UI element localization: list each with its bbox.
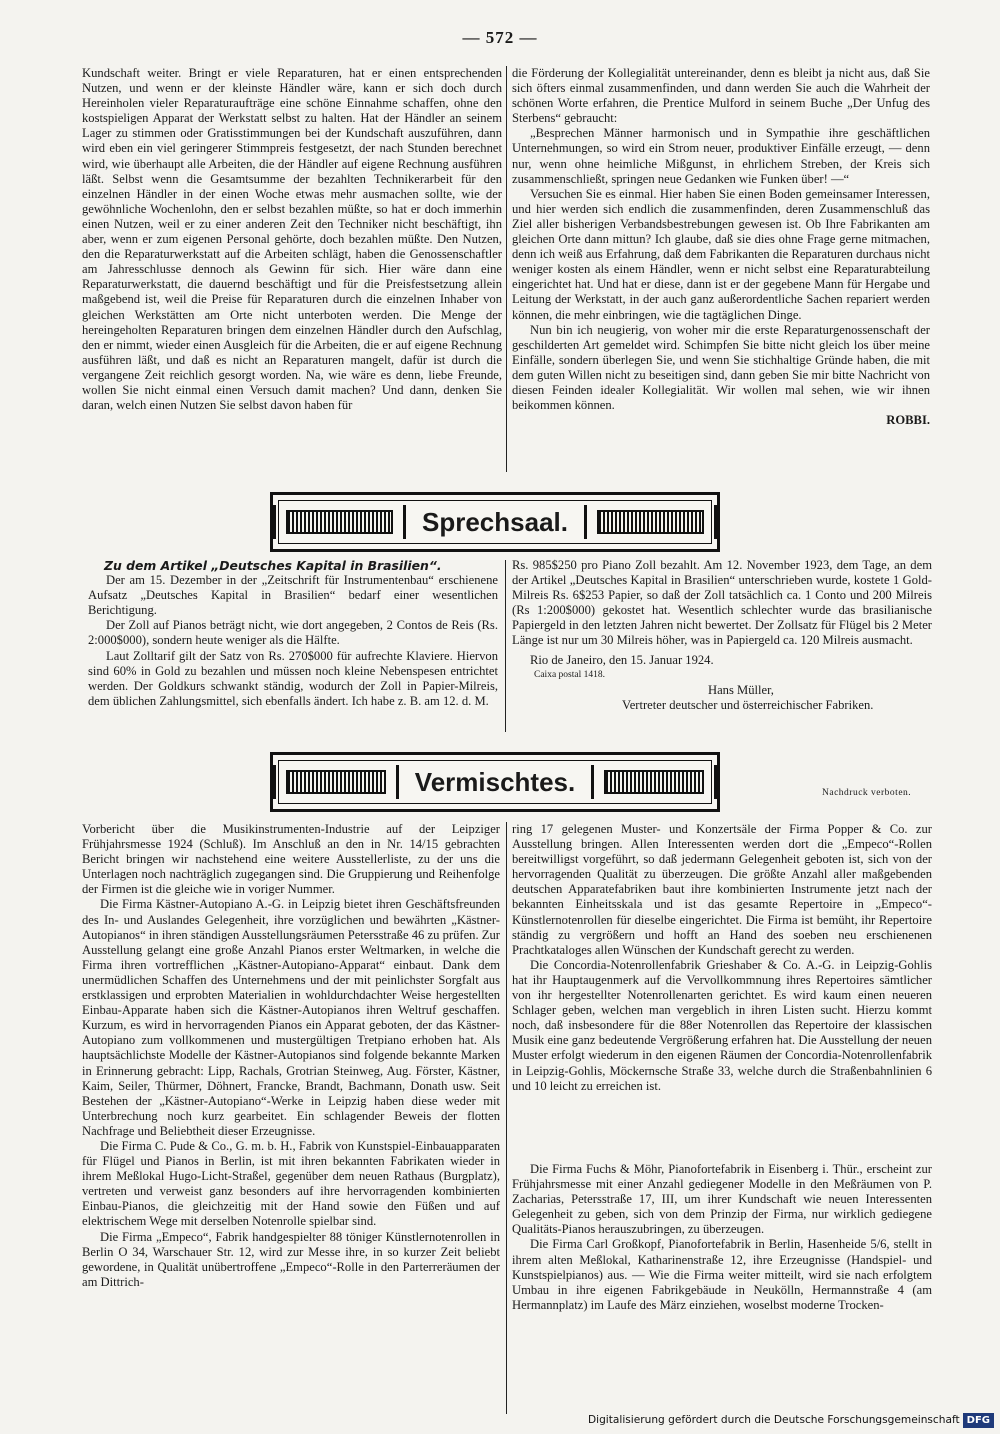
postbox: Caixa postal 1418. xyxy=(534,669,605,680)
article-heading: Zu dem Artikel „Deutsches Kapital in Brasilien“. xyxy=(104,558,442,573)
paragraph: Der am 15. Dezember in der „Zeitschrift für Instrumentenbau“ erschienene Aufsatz „Deutsches Kapital in Brasilien“ bedarf einer wesentlichen Berichtigung. xyxy=(88,573,498,618)
reprint-note: Nachdruck verboten. xyxy=(822,788,912,798)
ornament-bar xyxy=(591,765,594,799)
column-divider xyxy=(505,560,506,732)
paragraph: Der Zoll auf Pianos beträgt nicht, wie dort angegeben, 2 Contos de Reis (Rs. 2:000$000), sondern heute weniger als die Hälfte. xyxy=(88,618,498,648)
place-date: Rio de Janeiro, den 15. Januar 1924. xyxy=(530,652,714,667)
paragraph: Die Concordia-Notenrollenfabrik Grieshaber & Co. A.-G. in Leipzig-Gohlis hat ihr Hauptaugenmerk auf die Vervollkommnung ihres Repertoires sämtlicher von ihr hergestellter Notenrollenarten gerichtet. Es wird kaum einen neueren Schlager geben, welchen man vergeblich in ihren Listen sucht. Hierzu kommt noch, daß insbesondere für die 88er Notenrollen das Repertoire der klassischen Musik eine ganz bedeutende Vergrößerung erfahren hat. Die Ausstellung der neuen Muster erfolgt wiederum in den eigenen Räumen der Concordia-Notenrollenfabrik in Leipzig-Gohlis, Möckernsche Straße 33, welche durch die Straßenbahnlinien 6 und 10 leicht zu erreichen ist. xyxy=(512,957,932,1093)
vermischtes-right-column-top xyxy=(512,822,932,1094)
paragraph: Nun bin ich neugierig, von woher mir die erste Reparaturgenossenschaft der geschilderten Art gemeldet wird. Schimpfen Sie bitte nicht gleich los über meine Einfälle, sondern überlegen Sie, und wenn Sie stichhaltige Gründe haben, die mit dem guten Willen nicht zu beseitigen sind, dann geben Sie mir bitte Nachricht von diesen Feinden idealer Kollegialität. Wir wollen mal sehen, wie wir ihnen beikommen können. xyxy=(512,322,930,413)
top-left-column xyxy=(82,66,502,413)
paragraph: Kundschaft weiter. Bringt er viele Reparaturen, hat er einen entsprechenden Nutzen, und wenn er der kleinste Händler wäre, kann er sich doch durch Hereinholen vieler Reparaturaufträge eine schöne Einnahme schaffen, ohne den kostspieligen Apparat der Werkstatt selbst zu halten. Hat der Händler an seinem Lager zu stimmen oder Gratisstimmungen bei der Kundschaft auszuführen, dann wird eben ein viel geringerer Stimmpreis festgesetzt, der nach Stunden berechnet wird, wie überhaupt alle Arbeiten, die der Händler auf eigene Rechnung ausführen läßt. Selbst wenn die Gesamtsumme der bezahlten Technikerarbeit für den einzelnen Händler in der einen Woche etwas mehr ausmachen sollte, wie der gewöhnliche Wochenlohn, den er selbst bezahlen müßte, so hat er doch immerhin einen Nutzen, weil er zu einer anderen Zeit den Techniker nicht beschäftigt, ihn aber, wenn er zum eigenen Personal gehörte, doch bezahlen müßte. Den Nutzen, den die Reparaturwerkstatt auf die Arbeiten schlägt, haben die Genossenschaftler am Jahresschlusse dennoch als Gewinn für sich. Hier wäre dann eine Reparaturwerkstatt, die dauernd beschäftigt und für die Preisfestsetzung allein maßgebend ist, weil die Preise für Reparaturen durch die einzelnen Inhaber von gleichen Werkstätten am Orte nicht unterboten werden. Die Menge der hereingeholten Reparaturen bringen dem einzelnen Händler durch den Aufschlag, den er nimmt, wieder einen Ausgleich für die Arbeiten, die er auf eigene Rechnung ausführen läßt, und daß es nicht an Reparaturen mangelt, dafür ist durch die vergangene Zeit reichlich gesorgt worden. Na, wie wäre es denn, liebe Freunde, wollen Sie nicht einmal einen Versuch damit machen? Und dann, denken Sie daran, welch einen Nutzen Sie selbst davon haben für xyxy=(82,66,502,413)
paragraph: Versuchen Sie es einmal. Hier haben Sie einen Boden gemeinsamer Interessen, und hier werden sich endlich die zusammenfinden, deren Zusammenschluß das Ziel aller bisherigen Verbandsbestrebungen gewesen ist. Ob Ihre Fabrikanten am gleichen Orte dann mittun? Ich glaube, daß sie dies ohne Frage gerne mitmachen, denn ich weiß aus Erfahrung, daß dem Fabrikanten die Reparaturen durchaus nicht weniger kosten als einem Händler, wenn er nicht selbst eine Reparaturabteilung eingerichtet hat. Und hat er diese, dann ist er der gegebene Mann für Hergabe und Leitung der Werkstatt, in der auch ganz außerordentliche Sachen repariert werden können, die mehr einbringen, wie die tagtäglichen Dinge. xyxy=(512,186,930,322)
paragraph: die Förderung der Kollegialität untereinander, denn es bleibt ja nicht aus, daß Sie sich öfters einmal zusammenfinden, und dann werden Sie auch die Wahrheit der schönen Worte erfahren, die Prentice Mulford in seinem Buche „Der Unfug des Sterbens“ gebraucht: xyxy=(512,66,930,126)
top-right-column xyxy=(512,66,930,428)
ornament-bar xyxy=(396,765,399,799)
paragraph: Rs. 985$250 pro Piano Zoll bezahlt. Am 12. November 1923, dem Tage, an dem der Artikel „Deutsches Kapital in Brasilien“ unterschrieben wurde, kostete 1 Gold-Milreis Rs. 6$253 Papier, so daß der Zoll tatsächlich ca. 1 Conto und 200 Milreis (Rs 1:200$000) gekostet hat. Wesentlich schlechter wurde das brasilianische Papiergeld in den letzten Jahren nicht bewertet. Der Zollsatz für Flügel bis 2 Meter Länge ist nur um 30 Milreis höher, was in Papiergeld ca. 120 Milreis ausmacht. xyxy=(512,558,932,648)
section-title: Vermischtes. xyxy=(414,766,576,797)
paragraph: Die Firma Fuchs & Möhr, Pianofortefabrik in Eisenberg i. Thür., erscheint zur Frühjahrsmesse mit einer Anzahl gediegener Modelle in den Meßräumen von P. Zacharias, Petersstraße 17, III, um ihrer Kundschaft wie neuen Interessenten Gelegenheit zu geben, sich von dem Prinzip der Firma, nur wirklich gediegene Qualitäts-Pianos herauszubringen, zu überzeugen. xyxy=(512,1162,932,1237)
paragraph: Die Firma Carl Großkopf, Pianofortefabrik in Berlin, Hasenheide 5/6, stellt in ihrem alten Meßlokal, Katharinenstraße 12, ihre Erzeugnisse (Handspiel- und Kunstspielpianos) aus. — Wie die Firma weiter mitteilt, wird sie nach erfolgtem Umbau in ihre eigenen Fabrikgebäude in Neukölln, Hermannstraße 4 (am Hermannplatz) im Laufe des März einziehen, woselbst moderne Trocken- xyxy=(512,1237,932,1312)
page-number: — 572 — xyxy=(462,28,538,47)
section-title: Sprechsaal. xyxy=(422,506,568,537)
ornament-hatch xyxy=(286,770,386,794)
author-title: Vertreter deutscher und österreichischer Fabriken. xyxy=(622,697,874,712)
sprechsaal-right-column xyxy=(512,558,932,713)
paragraph: ring 17 gelegenen Muster- und Konzertsäle der Firma Popper & Co. zur Ausstellung bringen. Allen Interessenten werden dort die „Empeco“-Rollen bereitwilligst vorgeführt, so daß jedermann Gelegenheit geboten ist, sich von der hervorragenden Qualität zu überzeugen. Die größte Anzahl aller maßgebenden deutschen Apparatefabriken baut ihre kombinierten Instrumente jetzt nach der bekannten Einheitsskala und ist das gesamte Repertoire in „Empeco“-Künstlernotenrollen für dieselbe eingerichtet. Die Firma ist bemüht, ihr Repertoire ständig zu vergrößern und hofft an Hand des soeben neu erschienenen Prachtkataloges allen Wünschen der Kundschaft gerecht zu werden. xyxy=(512,822,932,957)
column-divider xyxy=(506,66,507,472)
ornament-hatch xyxy=(597,510,704,534)
ornament-bar xyxy=(714,765,717,799)
dfg-logo-icon: DFG xyxy=(963,1413,994,1428)
quote-paragraph: „Besprechen Männer harmonisch und in Sympathie ihre geschäftlichen Unternehmungen, so wird ein Strom neuer, produktiver Einfälle erzeugt, — denn nur, wenn ohne heimliche Mißgunst, in ehrlichem Streben, der Kreis sich zusammenschließt, springen neue Gedanken wie Funken über! —“ xyxy=(512,126,930,186)
vermischtes-left-column xyxy=(82,822,500,1290)
footer-text: Digitalisierung gefördert durch die Deutsche Forschungsgemeinschaft xyxy=(587,1414,960,1426)
paragraph: Die Firma „Empeco“, Fabrik handgespielter 88 töniger Künstlernotenrollen in Berlin O 34, Warschauer Str. 12, wird zur Messe ihre, in so kurzer Zeit beliebt gewordene, in Qualität unübertroffene „Empeco“-Rolle in den Parterreräumen der am Dittrich- xyxy=(82,1229,500,1289)
ornament-bar xyxy=(403,505,406,539)
vermischtes-right-column-bottom xyxy=(512,1162,932,1313)
sprechsaal-left-column xyxy=(88,558,498,709)
ornament-bar xyxy=(584,505,587,539)
author-name: Hans Müller, xyxy=(708,682,774,697)
ornament-hatch xyxy=(286,510,393,534)
paragraph: Laut Zolltarif gilt der Satz von Rs. 270$000 für aufrechte Klaviere. Hiervon sind 60% in Gold zu bezahlen und müssen noch kleine Nebenspesen entrichtet werden. Der Goldkurs schwankt ständig, wodurch der Zoll in Papier-Milreis, dem üblichen Zahlungsmittel, sich ebenfalls ändert. Ich habe z. B. am 12. d. M. xyxy=(88,648,498,708)
ornament-bar xyxy=(273,765,276,799)
section-banner-vermischtes xyxy=(270,752,720,812)
section-banner-sprechsaal xyxy=(270,492,720,552)
column-divider xyxy=(506,822,507,1414)
ornament-bar xyxy=(273,505,276,539)
signature: ROBBI. xyxy=(886,413,930,428)
paragraph: Die Firma Kästner-Autopiano A.-G. in Leipzig bietet ihren Geschäftsfreunden des In- und Auslandes Gelegenheit, ihre vorzüglichen und bewährten „Kästner-Autopianos“ in ihren ständigen Ausstellungsräumen Petersstraße 46 zu prüfen. Zur Ausstellung gelangt eine große Anzahl Pianos erster Weltmarken, in welche die Firma ihren vortrefflichen „Kästner-Autopiano-Apparat“ einbaut. Dank dem unermüdlichen Schaffen des Unternehmens und der mit peinlichster Sorgfalt aus erstklassigen und erprobten Materialien in wohldurchdachter Weise hergestellten Einbau-Apparate haben sich die Kästner-Autopianos ihren Weltruf geschaffen. Kurzum, es wird in hervorragenden Pianos ein Apparat geboten, der das Kästner-Autopiano zum vollkommenen und mustergültigen Tretpiano erhoben hat. Als hauptsächlichste Modelle der Kästner-Autopianos sind folgende bekannte Marken in Erinnerung gebracht: Lipp, Rachals, Grotrian Steinweg, Aug. Förster, Kästner, Kaim, Seiler, Thürmer, Döhnert, Francke, Brandt, Bachmann, Donath usw. Seit Bestehen der „Kästner-Autopiano“-Werke in Leipzig haben diese weder mit Unterbrechung noch kurz gearbeitet. Ein schlagender Beweis der flotten Nachfrage und Beliebtheit dieser Erzeugnisse. xyxy=(82,897,500,1138)
ornament-bar xyxy=(714,505,717,539)
paragraph: Die Firma C. Pude & Co., G. m. b. H., Fabrik von Kunstspiel-Einbauapparaten für Flügel und Pianos in Berlin, ist mit ihren bekannten Fabrikaten wieder in ihrem Meßlokal Hugo-Licht-Straßel, gegenüber dem neuen Rathaus (Burgplatz), vertreten und verweist ganz besonders auf ihre hervorragenden kombinierten Einbau-Pianos, die gleichzeitig mit der Hand sowie den Füßen und auf elektrischem Wege mit derselben Notenrolle spielbar sind. xyxy=(82,1138,500,1229)
ornament-hatch xyxy=(604,770,704,794)
digitization-footer xyxy=(588,1410,994,1430)
paragraph: Vorbericht über die Musikinstrumenten-Industrie auf der Leipziger Frühjahrsmesse 1924 (Schluß). Im Anschluß an den in Nr. 14/15 gebrachten Bericht bringen wir nachstehend eine weitere Ausstellerliste, zu der uns die Unterlagen noch nachträglich zugegangen sind. Die Gruppierung und Reihenfolge der Firmen ist die gleiche wie in voriger Nummer. xyxy=(82,822,500,897)
